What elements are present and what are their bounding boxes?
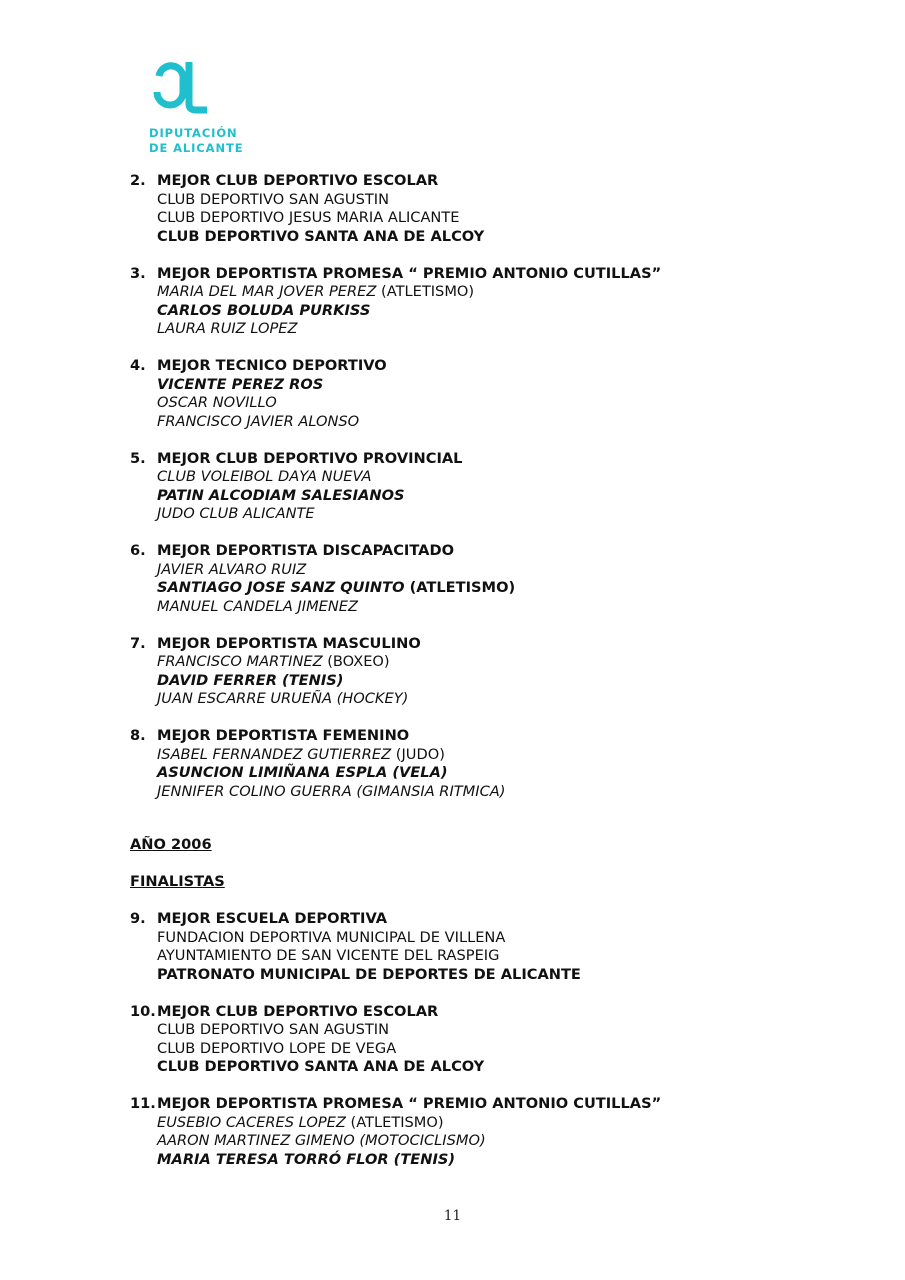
category-heading — [130, 172, 810, 191]
nominee-text: MARIA DEL MAR JOVER PEREZ — [157, 283, 377, 300]
category-number: 8. — [130, 727, 146, 744]
category-number: 3. — [130, 264, 146, 282]
nominee-text: SANTIAGO JOSE SANZ QUINTO — [157, 579, 405, 596]
nominee-text: ASUNCION LIMIÑANA ESPLA (VELA) — [157, 764, 448, 781]
nominee-text: LAURA RUIZ LOPEZ — [157, 320, 298, 337]
nominee-text: (ATLETISMO) — [345, 1113, 444, 1131]
nominee-entry — [130, 228, 810, 247]
category-heading — [130, 542, 810, 561]
nominee-text: OSCAR NOVILLO — [157, 394, 277, 411]
nominee-text: CLUB DEPORTIVO SAN AGUSTIN — [157, 190, 390, 208]
nominee-entry — [130, 320, 810, 339]
category-title: MEJOR DEPORTISTA MASCULINO — [157, 634, 421, 652]
diputacion-logo — [149, 56, 249, 156]
category-number: 10. — [130, 1002, 156, 1020]
nominee-text: FRANCISCO MARTINEZ — [157, 653, 323, 670]
nominee-text: DAVID FERRER (TENIS) — [157, 671, 344, 689]
category-heading — [130, 635, 810, 654]
nominee-entry — [130, 1132, 810, 1151]
finalistas-heading-row — [130, 873, 810, 892]
category-heading — [130, 727, 810, 746]
nominee-entry — [130, 468, 810, 487]
nominee-text: FRANCISCO JAVIER ALONSO — [157, 412, 360, 430]
nominee-entry — [130, 487, 810, 506]
category-title: MEJOR CLUB DEPORTIVO PROVINCIAL — [157, 449, 463, 467]
category-heading — [130, 1095, 810, 1114]
award-category — [130, 635, 810, 709]
award-category — [130, 265, 810, 339]
category-number: 11. — [130, 1095, 156, 1112]
nominee-text: VICENTE PEREZ ROS — [157, 375, 324, 393]
category-heading — [130, 1003, 810, 1022]
year-heading: AÑO 2006 — [130, 836, 212, 853]
category-title: MEJOR CLUB DEPORTIVO ESCOLAR — [157, 1002, 439, 1020]
award-category — [130, 542, 810, 616]
nominee-entry — [130, 929, 810, 948]
category-title: MEJOR CLUB DEPORTIVO ESCOLAR — [157, 172, 439, 189]
nominee-text: FUNDACION DEPORTIVA MUNICIPAL DE VILLENA — [157, 928, 506, 946]
nominee-text: CLUB DEPORTIVO LOPE DE VEGA — [157, 1039, 397, 1057]
award-category — [130, 727, 810, 801]
category-number: 6. — [130, 542, 146, 559]
nominee-entry — [130, 783, 810, 802]
category-title: MEJOR DEPORTISTA PROMESA “ PREMIO ANTONIO CUTILLAS” — [157, 1095, 662, 1112]
finalistas-heading: FINALISTAS — [130, 873, 225, 890]
award-category — [130, 910, 810, 984]
nominee-entry — [130, 376, 810, 395]
category-number: 4. — [130, 357, 146, 374]
document-body — [130, 172, 810, 1188]
nominee-entry — [130, 561, 810, 580]
nominee-text: (ATLETISMO) — [404, 579, 516, 596]
nominee-entry — [130, 746, 810, 765]
nominee-entry — [130, 1151, 810, 1170]
nominee-text: AARON MARTINEZ GIMENO (MOTOCICLISMO) — [157, 1132, 486, 1149]
category-number: 9. — [130, 910, 146, 927]
award-category — [130, 450, 810, 524]
category-number: 7. — [130, 634, 146, 652]
nominee-entry — [130, 1058, 810, 1077]
category-number: 5. — [130, 449, 146, 467]
nominee-text: EUSEBIO CACERES LOPEZ — [157, 1113, 346, 1131]
nominee-entry — [130, 947, 810, 966]
award-list-part-1 — [130, 172, 810, 801]
category-heading — [130, 265, 810, 284]
nominee-entry — [130, 672, 810, 691]
category-title: MEJOR TECNICO DEPORTIVO — [157, 357, 387, 374]
award-list-part-2 — [130, 910, 810, 1169]
nominee-text: MARIA TERESA TORRÓ FLOR (TENIS) — [157, 1150, 456, 1168]
nominee-text: CLUB DEPORTIVO SANTA ANA DE ALCOY — [157, 1058, 485, 1075]
category-heading — [130, 910, 810, 929]
category-title: MEJOR DEPORTISTA DISCAPACITADO — [157, 542, 454, 559]
page-number: 11 — [443, 1208, 462, 1224]
nominee-entry — [130, 302, 810, 321]
nominee-text: (ATLETISMO) — [376, 283, 475, 300]
nominee-text: AYUNTAMIENTO DE SAN VICENTE DEL RASPEIG — [157, 947, 500, 964]
nominee-entry — [130, 1040, 810, 1059]
year-heading-row — [130, 836, 810, 855]
nominee-text: (BOXEO) — [322, 653, 390, 670]
nominee-text: JUAN ESCARRE URUEÑA (HOCKEY) — [157, 690, 409, 707]
award-category — [130, 357, 810, 431]
nominee-text: CARLOS BOLUDA PURKISS — [157, 301, 371, 319]
nominee-entry — [130, 413, 810, 432]
category-title: MEJOR DEPORTISTA PROMESA “ PREMIO ANTONIO CUTILLAS” — [157, 264, 662, 282]
award-category — [130, 1095, 810, 1169]
category-number: 2. — [130, 172, 146, 189]
nominee-text: JAVIER ALVARO RUIZ — [157, 560, 307, 578]
category-heading — [130, 357, 810, 376]
logo-line-1: DIPUTACIÓN — [149, 126, 238, 140]
nominee-text: (JUDO) — [391, 745, 445, 763]
nominee-text: CLUB DEPORTIVO SAN AGUSTIN — [157, 1021, 390, 1038]
category-title: MEJOR ESCUELA DEPORTIVA — [157, 910, 388, 927]
nominee-entry — [130, 191, 810, 210]
nominee-text: JENNIFER COLINO GUERRA (GIMANSIA RITMICA) — [157, 782, 506, 800]
nominee-entry — [130, 579, 810, 598]
nominee-text: JUDO CLUB ALICANTE — [157, 505, 315, 522]
nominee-entry — [130, 283, 810, 302]
nominee-entry — [130, 1021, 810, 1040]
nominee-entry — [130, 966, 810, 985]
nominee-entry — [130, 505, 810, 524]
nominee-text: PATRONATO MUNICIPAL DE DEPORTES DE ALICANTE — [157, 965, 581, 983]
nominee-text: CLUB DEPORTIVO JESUS MARIA ALICANTE — [157, 209, 460, 226]
award-category — [130, 1003, 810, 1077]
nominee-entry — [130, 394, 810, 413]
nominee-entry — [130, 209, 810, 228]
category-title: MEJOR DEPORTISTA FEMENINO — [157, 727, 410, 744]
nominee-text: MANUEL CANDELA JIMENEZ — [157, 597, 359, 615]
nominee-entry — [130, 598, 810, 617]
nominee-entry — [130, 764, 810, 783]
nominee-text: CLUB DEPORTIVO SANTA ANA DE ALCOY — [157, 227, 485, 245]
diputacion-logo-mark — [149, 56, 209, 116]
nominee-entry — [130, 653, 810, 672]
nominee-entry — [130, 690, 810, 709]
nominee-text: CLUB VOLEIBOL DAYA NUEVA — [157, 468, 372, 485]
logo-line-2: DE ALICANTE — [149, 141, 244, 155]
nominee-text: PATIN ALCODIAM SALESIANOS — [157, 486, 405, 504]
category-heading — [130, 450, 810, 469]
award-category — [130, 172, 810, 246]
nominee-entry — [130, 1114, 810, 1133]
nominee-text: ISABEL FERNANDEZ GUTIERREZ — [157, 745, 392, 763]
